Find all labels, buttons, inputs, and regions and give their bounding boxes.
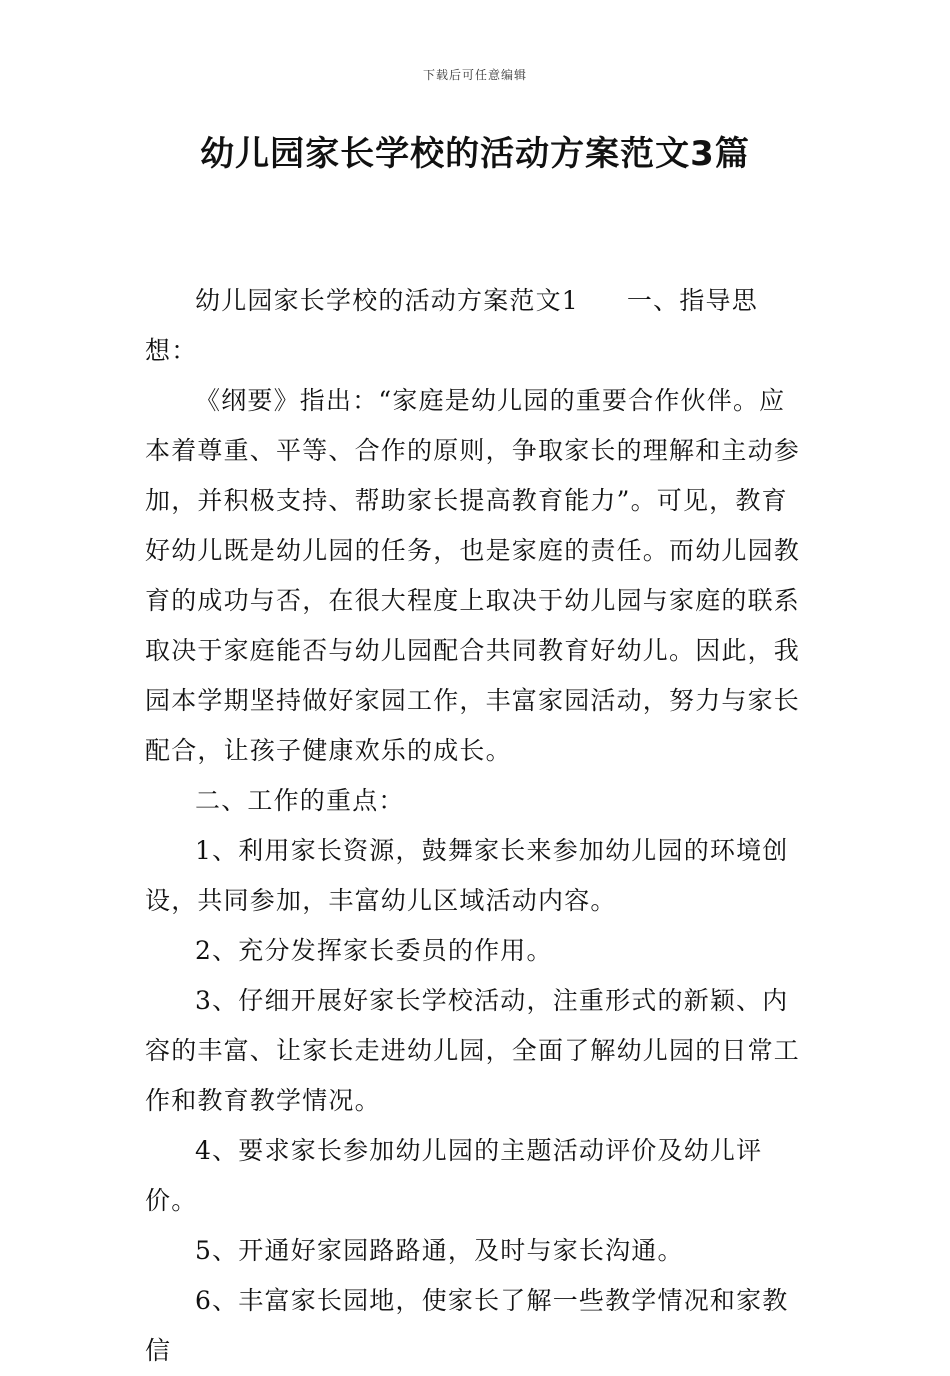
list-item: 2、充分发挥家长委员的作用。 — [195, 936, 553, 965]
subtitle-line — [145, 276, 810, 376]
list-item: 4、要求家长参加幼儿园的主题活动评价及幼儿评价。 — [145, 1136, 763, 1215]
document-subtitle: 幼儿园家长学校的活动方案范文1 — [195, 286, 579, 315]
paragraph-guiding: 《纲要》指出：“家庭是幼儿园的重要合作伙伴。应本着尊重、平等、合作的原则，争取家长的理解和主动参加，并积极支持、帮助家长提高教育能力”。可见，教育好幼儿既是幼儿园的任务，也是家庭的责任。而幼儿园教育的成功与否，在很大程度上取决于幼儿园与家庭的联系取决于家庭能否与幼儿园配合共同教育好幼儿。因此，我园本学期坚持做好家园工作，丰富家园活动，努力与家长配合，让孩子健康欢乐的成长。 — [145, 386, 801, 765]
document-title: 幼儿园家长学校的活动方案范文3篇 — [200, 134, 750, 174]
document-body — [145, 276, 810, 1376]
section-heading-focus: 二、工作的重点： — [195, 786, 405, 815]
header-note: 下载后可任意编辑 — [422, 68, 527, 82]
list-item: 5、开通好家园路路通，及时与家长沟通。 — [195, 1236, 684, 1265]
section-heading-guiding: 一、指导思想： — [145, 286, 758, 365]
list-item: 1、利用家长资源，鼓舞家长来参加幼儿园的环境创设，共同参加，丰富幼儿区域活动内容。 — [145, 836, 789, 915]
list-item: 3、仔细开展好家长学校活动，注重形式的新颖、内容的丰富、让家长走进幼儿园，全面了解幼儿园的日常工作和教育教学情况。 — [145, 986, 801, 1115]
list-item: 6、丰富家长园地，使家长了解一些教学情况和家教信 — [145, 1286, 789, 1365]
